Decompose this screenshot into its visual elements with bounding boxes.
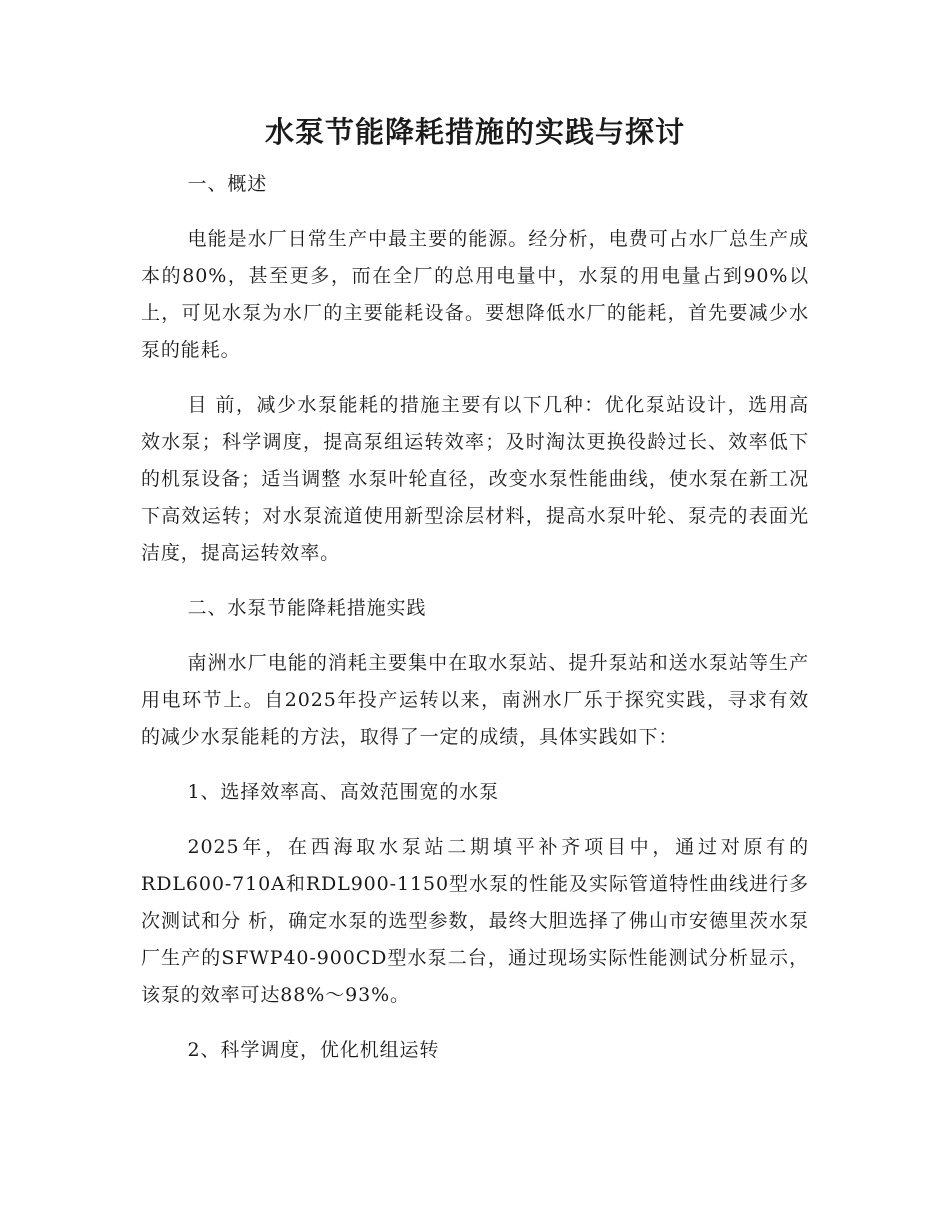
document-body: [141, 166, 809, 1087]
paragraph-pump-selection: 2025年，在西海取水泵站二期填平补齐项目中，通过对原有的RDL600-710A和RDL900-1150型水泵的性能及实际管道特性曲线进行多次测试和分 析，确定水泵的选型参数，最终大胆选择了佛山市安德里茨水泵厂生产的SFWP40-900CD型水泵二台，通过现场实际性能测试分析显示，该泵的效率可达88%～93%。: [141, 836, 809, 1006]
section-heading-overview: 一、概述: [187, 173, 268, 195]
subheading-scheduling: 2、科学调度，优化机组运转: [187, 1039, 440, 1061]
paragraph-energy-cost: 电能是水厂日常生产中最主要的能源。经分析，电费可占水厂总生产成本的80%，甚至更多，而在全厂的总用电量中，水泵的用电量占到90%以上，可见水泵为水厂的主要能耗设备。要想降低水厂的能耗，首先要减少水泵的能耗。: [141, 228, 809, 361]
paragraph-nanzhou-plant: 南洲水厂电能的消耗主要集中在取水泵站、提升泵站和送水泵站等生产用电环节上。自2025年投产运转以来，南洲水厂乐于探究实践，寻求有效的减少水泵能耗的方法，取得了一定的成绩，具体实践如下：: [141, 652, 809, 748]
document-title: 水泵节能降耗措施的实践与探讨: [264, 115, 685, 149]
section-heading-practice: 二、水泵节能降耗措施实践: [187, 597, 427, 619]
paragraph-measures: 目 前，减少水泵能耗的措施主要有以下几种：优化泵站设计，选用高效水泵；科学调度，提高泵组运转效率；及时淘汰更换役龄过长、效率低下的机泵设备；适当调整 水泵叶轮直径，改变水泵性能曲线，使水泵在新工况下高效运转；对水泵流道使用新型涂层材料，提高水泵叶轮、泵壳的表面光洁度，提高运转效率。: [141, 394, 809, 564]
subheading-pump-selection: 1、选择效率高、高效范围宽的水泵: [187, 781, 500, 803]
